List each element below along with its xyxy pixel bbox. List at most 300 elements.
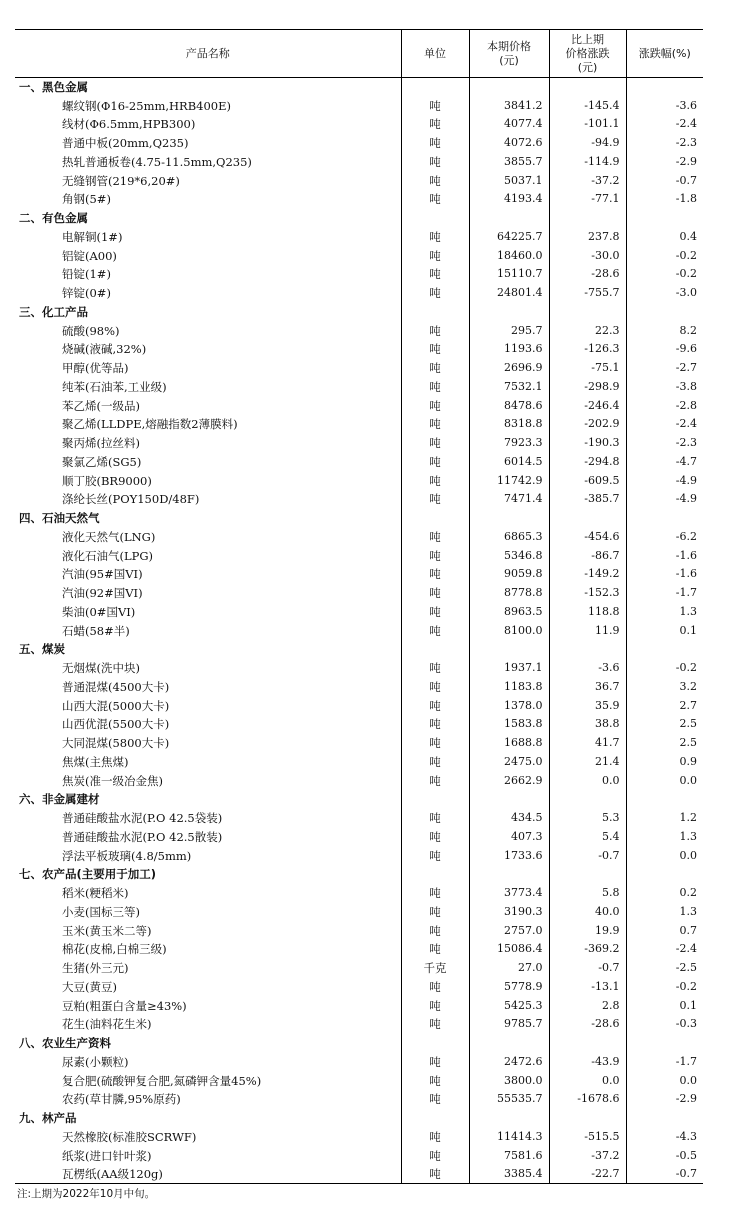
unit-cell: 吨: [401, 1128, 469, 1147]
product-name-cell: 涤纶长丝(POY150D/48F): [62, 492, 200, 507]
percent-cell: -6.2: [626, 528, 703, 547]
unit-cell: 吨: [401, 753, 469, 772]
change-cell: -77.1: [549, 190, 626, 209]
price-cell: 3800.0: [469, 1071, 549, 1090]
unit-cell: 吨: [401, 190, 469, 209]
empty-cell: [469, 509, 549, 528]
price-cell: 1688.8: [469, 734, 549, 753]
table-row: [15, 153, 703, 172]
product-name-cell: 复合肥(硫酸钾复合肥,氮磷钾含量45%): [62, 1073, 262, 1088]
unit-cell: 吨: [401, 603, 469, 622]
percent-cell: -3.0: [626, 284, 703, 303]
product-name-cell: 甲醇(优等品): [62, 361, 129, 376]
product-name-cell: 液化石油气(LPG): [62, 548, 154, 563]
empty-cell: [549, 790, 626, 809]
category-row: [15, 303, 703, 322]
table-row: [15, 396, 703, 415]
percent-cell: 1.3: [626, 603, 703, 622]
change-cell: 5.8: [549, 884, 626, 903]
empty-cell: [401, 303, 469, 322]
price-cell: 5425.3: [469, 996, 549, 1015]
change-cell: -86.7: [549, 546, 626, 565]
percent-cell: 2.5: [626, 734, 703, 753]
percent-cell: 0.1: [626, 996, 703, 1015]
change-cell: -28.6: [549, 1015, 626, 1034]
price-cell: 7581.6: [469, 1146, 549, 1165]
unit-cell: 吨: [401, 153, 469, 172]
change-cell: -369.2: [549, 940, 626, 959]
percent-cell: 0.9: [626, 753, 703, 772]
empty-cell: [549, 1034, 626, 1053]
percent-cell: -2.3: [626, 134, 703, 153]
percent-cell: -3.6: [626, 96, 703, 115]
table-row: [15, 809, 703, 828]
table-row: [15, 171, 703, 190]
table-row: [15, 134, 703, 153]
percent-cell: 0.0: [626, 771, 703, 790]
table-row: [15, 978, 703, 997]
product-name-cell: 天然橡胶(标准胶SCRWF): [62, 1129, 197, 1144]
percent-cell: 1.2: [626, 809, 703, 828]
empty-cell: [469, 1109, 549, 1128]
change-cell: -1678.6: [549, 1090, 626, 1109]
table-row: [15, 828, 703, 847]
header-price-line-2: (元): [499, 53, 519, 67]
table-row: [15, 115, 703, 134]
price-cell: 24801.4: [469, 284, 549, 303]
product-name-cell: 纸浆(进口针叶浆): [62, 1148, 152, 1163]
unit-cell: 吨: [401, 434, 469, 453]
unit-cell: 吨: [401, 978, 469, 997]
product-name-cell: 小麦(国标三等): [62, 904, 140, 919]
empty-cell: [626, 209, 703, 228]
empty-cell: [626, 1034, 703, 1053]
table-row: [15, 1128, 703, 1147]
product-name-cell: 焦炭(准一级冶金焦): [62, 773, 163, 788]
unit-cell: 吨: [401, 996, 469, 1015]
empty-cell: [626, 865, 703, 884]
unit-cell: 吨: [401, 490, 469, 509]
unit-cell: 吨: [401, 265, 469, 284]
table-row: [15, 265, 703, 284]
price-cell: 2696.9: [469, 359, 549, 378]
table-row: [15, 1165, 703, 1184]
unit-cell: 吨: [401, 1165, 469, 1184]
unit-cell: 吨: [401, 1090, 469, 1109]
percent-cell: 0.1: [626, 621, 703, 640]
header-percent: 涨跌幅(%): [626, 30, 703, 78]
table-row: [15, 696, 703, 715]
table-row: [15, 321, 703, 340]
change-cell: -246.4: [549, 396, 626, 415]
table-row: [15, 453, 703, 472]
header-row: [15, 30, 703, 78]
product-name-cell: 玉米(黄玉米二等): [62, 923, 152, 938]
price-cell: 1733.6: [469, 846, 549, 865]
percent-cell: -1.8: [626, 190, 703, 209]
category-row: [15, 1109, 703, 1128]
empty-cell: [401, 790, 469, 809]
empty-cell: [401, 209, 469, 228]
price-cell: 15110.7: [469, 265, 549, 284]
unit-cell: 吨: [401, 321, 469, 340]
table-row: [15, 190, 703, 209]
unit-cell: 吨: [401, 696, 469, 715]
unit-cell: 吨: [401, 659, 469, 678]
empty-cell: [469, 303, 549, 322]
unit-cell: 吨: [401, 96, 469, 115]
price-cell: 3773.4: [469, 884, 549, 903]
percent-cell: 0.0: [626, 846, 703, 865]
price-cell: 9785.7: [469, 1015, 549, 1034]
change-cell: -202.9: [549, 415, 626, 434]
empty-cell: [549, 78, 626, 97]
unit-cell: 吨: [401, 846, 469, 865]
change-cell: -101.1: [549, 115, 626, 134]
table-row: [15, 996, 703, 1015]
change-cell: 237.8: [549, 228, 626, 247]
price-cell: 407.3: [469, 828, 549, 847]
product-name-cell: 无烟煤(洗中块): [62, 661, 140, 676]
empty-cell: [401, 1034, 469, 1053]
unit-cell: 吨: [401, 171, 469, 190]
change-cell: 21.4: [549, 753, 626, 772]
price-cell: 6865.3: [469, 528, 549, 547]
product-name-cell: 浮法平板玻璃(4.8/5mm): [62, 848, 192, 863]
percent-cell: -2.3: [626, 434, 703, 453]
table-body: [15, 78, 703, 1184]
price-cell: 4193.4: [469, 190, 549, 209]
percent-cell: -1.7: [626, 584, 703, 603]
table-row: [15, 415, 703, 434]
change-cell: -114.9: [549, 153, 626, 172]
change-cell: -37.2: [549, 171, 626, 190]
header-price: [469, 30, 549, 78]
change-cell: -0.7: [549, 846, 626, 865]
empty-cell: [626, 790, 703, 809]
product-name-cell: 尿素(小颗粒): [62, 1054, 129, 1069]
unit-cell: 吨: [401, 378, 469, 397]
product-name-cell: 螺纹钢(Φ16-25mm,HRB400E): [62, 98, 232, 113]
unit-cell: 吨: [401, 134, 469, 153]
table-row: [15, 940, 703, 959]
unit-cell: 吨: [401, 528, 469, 547]
product-name-cell: 普通硅酸盐水泥(P.O 42.5散装): [62, 829, 223, 844]
table-row: [15, 734, 703, 753]
product-name-cell: 普通硅酸盐水泥(P.O 42.5袋装): [62, 811, 223, 826]
price-cell: 15086.4: [469, 940, 549, 959]
price-cell: 18460.0: [469, 246, 549, 265]
percent-cell: -2.5: [626, 959, 703, 978]
change-cell: -294.8: [549, 453, 626, 472]
percent-cell: -0.5: [626, 1146, 703, 1165]
category-row: [15, 790, 703, 809]
empty-cell: [626, 303, 703, 322]
empty-cell: [401, 865, 469, 884]
percent-cell: -3.8: [626, 378, 703, 397]
percent-cell: -2.7: [626, 359, 703, 378]
percent-cell: 3.2: [626, 678, 703, 697]
table-row: [15, 715, 703, 734]
change-cell: -0.7: [549, 959, 626, 978]
change-cell: 0.0: [549, 771, 626, 790]
table-row: [15, 565, 703, 584]
unit-cell: 吨: [401, 584, 469, 603]
price-cell: 3385.4: [469, 1165, 549, 1184]
header-change: [549, 30, 626, 78]
empty-cell: [401, 1109, 469, 1128]
percent-cell: -1.6: [626, 565, 703, 584]
empty-cell: [469, 1034, 549, 1053]
price-cell: 1193.6: [469, 340, 549, 359]
table-row: [15, 378, 703, 397]
price-cell: 434.5: [469, 809, 549, 828]
empty-cell: [469, 790, 549, 809]
change-cell: -30.0: [549, 246, 626, 265]
unit-cell: 吨: [401, 396, 469, 415]
percent-cell: -0.3: [626, 1015, 703, 1034]
change-cell: 11.9: [549, 621, 626, 640]
percent-cell: 8.2: [626, 321, 703, 340]
price-cell: 7471.4: [469, 490, 549, 509]
change-cell: -152.3: [549, 584, 626, 603]
percent-cell: -0.2: [626, 265, 703, 284]
price-cell: 9059.8: [469, 565, 549, 584]
product-name-cell: 聚丙烯(拉丝料): [62, 436, 140, 451]
change-cell: 40.0: [549, 903, 626, 922]
header-change-line-2: 价格涨跌: [565, 46, 610, 60]
price-cell: 11414.3: [469, 1128, 549, 1147]
price-cell: 8478.6: [469, 396, 549, 415]
product-name-cell: 铝锭(A00): [62, 248, 117, 263]
category-row: [15, 640, 703, 659]
product-name-cell: 柴油(0#国VI): [62, 604, 136, 619]
empty-cell: [549, 640, 626, 659]
table-row: [15, 1053, 703, 1072]
product-name-cell: 角钢(5#): [62, 192, 111, 207]
change-cell: -755.7: [549, 284, 626, 303]
header-change-line-1: 比上期: [571, 32, 604, 46]
percent-cell: -0.2: [626, 246, 703, 265]
percent-cell: -0.7: [626, 171, 703, 190]
table-row: [15, 603, 703, 622]
table-row: [15, 1146, 703, 1165]
change-cell: -149.2: [549, 565, 626, 584]
category-row: [15, 865, 703, 884]
unit-cell: 吨: [401, 1146, 469, 1165]
empty-cell: [549, 865, 626, 884]
table-row: [15, 96, 703, 115]
table-row: [15, 921, 703, 940]
percent-cell: -2.8: [626, 396, 703, 415]
price-cell: 27.0: [469, 959, 549, 978]
table-row: [15, 1071, 703, 1090]
unit-cell: 吨: [401, 284, 469, 303]
product-name-cell: 线材(Φ6.5mm,HPB300): [62, 117, 196, 132]
category-title: 九、林产品: [19, 1111, 77, 1126]
product-name-cell: 花生(油料花生米): [62, 1017, 152, 1032]
percent-cell: -2.9: [626, 1090, 703, 1109]
price-cell: 8963.5: [469, 603, 549, 622]
change-cell: 19.9: [549, 921, 626, 940]
category-title: 五、煤炭: [19, 642, 65, 657]
unit-cell: 吨: [401, 471, 469, 490]
change-cell: -37.2: [549, 1146, 626, 1165]
price-cell: 1183.8: [469, 678, 549, 697]
change-cell: 35.9: [549, 696, 626, 715]
table-row: [15, 340, 703, 359]
percent-cell: -1.7: [626, 1053, 703, 1072]
product-name-cell: 瓦楞纸(AA级120g): [15, 1165, 401, 1184]
change-cell: 0.0: [549, 1071, 626, 1090]
product-name-cell: 大豆(黄豆): [62, 979, 117, 994]
price-cell: 4077.4: [469, 115, 549, 134]
price-cell: 11742.9: [469, 471, 549, 490]
percent-cell: 0.7: [626, 921, 703, 940]
change-cell: -190.3: [549, 434, 626, 453]
table-row: [15, 359, 703, 378]
unit-cell: 吨: [401, 621, 469, 640]
price-cell: 1378.0: [469, 696, 549, 715]
percent-cell: -4.9: [626, 490, 703, 509]
unit-cell: 吨: [401, 1071, 469, 1090]
table-row: [15, 903, 703, 922]
percent-cell: -0.7: [626, 1165, 703, 1184]
header-price-line-1: 本期价格: [487, 39, 531, 53]
percent-cell: -4.7: [626, 453, 703, 472]
change-cell: -515.5: [549, 1128, 626, 1147]
empty-cell: [469, 209, 549, 228]
category-title: 二、有色金属: [19, 211, 88, 226]
header-unit: 单位: [401, 30, 469, 78]
price-cell: 64225.7: [469, 228, 549, 247]
unit-cell: 吨: [401, 246, 469, 265]
price-cell: 1937.1: [469, 659, 549, 678]
table-row: [15, 771, 703, 790]
table-row: [15, 246, 703, 265]
change-cell: -94.9: [549, 134, 626, 153]
change-cell: 38.8: [549, 715, 626, 734]
product-name-cell: 豆粕(粗蛋白含量≥43%): [62, 998, 187, 1013]
percent-cell: -2.4: [626, 940, 703, 959]
product-name-cell: 烧碱(液碱,32%): [62, 342, 147, 357]
product-name-cell: 顺丁胶(BR9000): [62, 473, 152, 488]
unit-cell: 吨: [401, 546, 469, 565]
table-row: [15, 621, 703, 640]
product-name-cell: 无缝钢管(219*6,20#): [62, 173, 180, 188]
price-cell: 7532.1: [469, 378, 549, 397]
header-change-line-3: (元): [577, 60, 598, 74]
percent-cell: -2.9: [626, 153, 703, 172]
unit-cell: 吨: [401, 228, 469, 247]
unit-cell: 吨: [401, 415, 469, 434]
price-cell: 8778.8: [469, 584, 549, 603]
empty-cell: [469, 78, 549, 97]
table-row: [15, 284, 703, 303]
empty-cell: [549, 209, 626, 228]
change-cell: 5.4: [549, 828, 626, 847]
price-cell: 2475.0: [469, 753, 549, 772]
table-row: [15, 1015, 703, 1034]
product-name-cell: 汽油(95#国VI): [62, 567, 143, 582]
unit-cell: 吨: [401, 771, 469, 790]
product-name-cell: 热轧普通板卷(4.75-11.5mm,Q235): [62, 154, 252, 169]
empty-cell: [401, 78, 469, 97]
category-row: [15, 209, 703, 228]
empty-cell: [469, 865, 549, 884]
percent-cell: 0.0: [626, 1071, 703, 1090]
unit-cell: 吨: [401, 115, 469, 134]
unit-cell: 吨: [401, 1015, 469, 1034]
category-title: 七、农产品(主要用于加工): [19, 867, 157, 882]
table-row: [15, 1090, 703, 1109]
empty-cell: [549, 1109, 626, 1128]
percent-cell: 1.3: [626, 903, 703, 922]
change-cell: -145.4: [549, 96, 626, 115]
category-row: [15, 509, 703, 528]
product-name-cell: 苯乙烯(一级品): [62, 398, 140, 413]
product-name-cell: 液化天然气(LNG): [62, 529, 156, 544]
table-row: [15, 490, 703, 509]
price-cell: 2757.0: [469, 921, 549, 940]
unit-cell: 吨: [401, 903, 469, 922]
price-cell: 8100.0: [469, 621, 549, 640]
unit-cell: 吨: [401, 884, 469, 903]
product-name-cell: 纯苯(石油苯,工业级): [62, 379, 167, 394]
product-name-cell: 农药(草甘膦,95%原药): [62, 1092, 181, 1107]
change-cell: -22.7: [549, 1165, 626, 1184]
unit-cell: 吨: [401, 715, 469, 734]
table-row: [15, 434, 703, 453]
footnote: 注:上期为2022年10月中旬。: [17, 1188, 156, 1200]
price-cell: 8318.8: [469, 415, 549, 434]
empty-cell: [626, 640, 703, 659]
price-cell: 4072.6: [469, 134, 549, 153]
change-cell: -454.6: [549, 528, 626, 547]
change-cell: 22.3: [549, 321, 626, 340]
change-cell: -126.3: [549, 340, 626, 359]
table-row: [15, 884, 703, 903]
empty-cell: [549, 303, 626, 322]
percent-cell: 2.5: [626, 715, 703, 734]
change-cell: 5.3: [549, 809, 626, 828]
price-cell: 295.7: [469, 321, 549, 340]
percent-cell: -4.3: [626, 1128, 703, 1147]
table-row: [15, 471, 703, 490]
unit-cell: 千克: [401, 959, 469, 978]
percent-cell: -0.2: [626, 978, 703, 997]
empty-cell: [549, 509, 626, 528]
table-row: [15, 659, 703, 678]
price-cell: 3190.3: [469, 903, 549, 922]
price-cell: 2472.6: [469, 1053, 549, 1072]
percent-cell: -2.4: [626, 115, 703, 134]
product-name-cell: 山西大混(5000大卡): [62, 698, 170, 713]
percent-cell: -4.9: [626, 471, 703, 490]
percent-cell: -1.6: [626, 546, 703, 565]
table-row: [15, 678, 703, 697]
unit-cell: 吨: [401, 921, 469, 940]
table-row: [15, 228, 703, 247]
empty-cell: [401, 640, 469, 659]
price-cell: 5778.9: [469, 978, 549, 997]
change-cell: -298.9: [549, 378, 626, 397]
percent-cell: -9.6: [626, 340, 703, 359]
change-cell: 41.7: [549, 734, 626, 753]
percent-cell: 0.4: [626, 228, 703, 247]
price-cell: 5037.1: [469, 171, 549, 190]
table-row: [15, 584, 703, 603]
